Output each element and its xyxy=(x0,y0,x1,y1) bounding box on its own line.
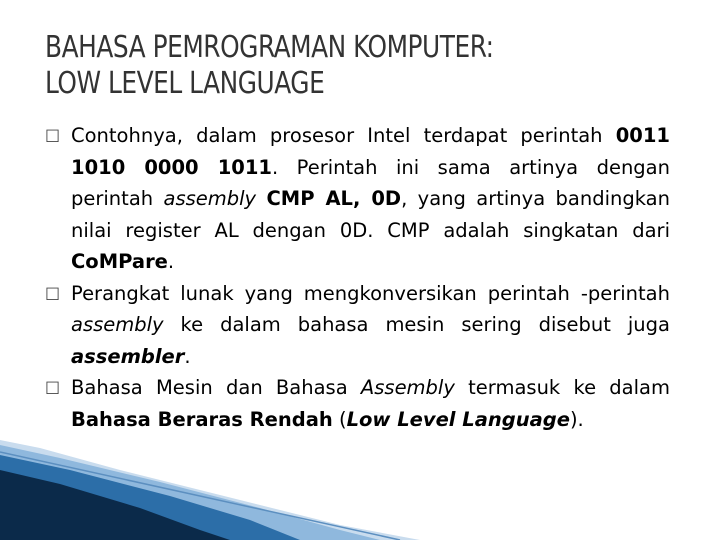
emphasis-assembly: assembly xyxy=(71,313,164,336)
bullet-box-icon: □ xyxy=(45,377,61,396)
title-line-1: BAHASA PEMROGRAMAN KOMPUTER: xyxy=(45,30,494,65)
bullet-text xyxy=(256,187,266,210)
bullet-text: . Perintah ini sama artinya dengan perintah xyxy=(71,155,670,210)
bullet-item xyxy=(45,120,670,278)
emphasis-assembler: assembler xyxy=(71,344,185,368)
bullet-text: Bahasa Mesin dan Bahasa xyxy=(71,376,361,399)
bullet-item xyxy=(45,372,670,435)
bullet-text: Contohnya, dalam prosesor Intel terdapat perintah xyxy=(71,124,616,147)
bullet-text: ). xyxy=(569,407,584,431)
emphasis-low-level-language: Low Level Language xyxy=(346,407,570,431)
emphasis-low-level: Bahasa Beraras Rendah xyxy=(71,407,333,431)
title-line-2: LOW LEVEL LANGUAGE xyxy=(45,66,325,101)
bullet-item xyxy=(45,278,670,373)
bullet-text: ke dalam bahasa mesin sering disebut juga xyxy=(163,313,670,336)
bullet-text: ( xyxy=(332,407,347,431)
bullet-list xyxy=(45,120,670,435)
bullet-box-icon: □ xyxy=(45,282,61,302)
compare-abbr-part: are xyxy=(131,250,168,273)
emphasis-assembly: assembly xyxy=(163,187,257,210)
compare-abbr-part: MP xyxy=(98,250,132,273)
emphasis-assembly: Assembly xyxy=(360,376,455,399)
binary-instruction: 0011 1010 0000 1011 xyxy=(71,124,670,179)
bullet-box-icon: □ xyxy=(45,125,61,144)
bullet-text: Perangkat lunak yang mengkonversikan perintah -perintah xyxy=(71,281,670,305)
bullet-text: , yang artinya bandingkan nilai register AL dengan 0D. CMP adalah singkatan dari xyxy=(71,187,670,242)
bullet-text: . xyxy=(167,250,175,273)
decorative-swoosh xyxy=(0,440,720,540)
compare-abbr-part: Co xyxy=(71,250,99,273)
assembly-instruction: CMP AL, 0D xyxy=(266,187,402,210)
bullet-text: . xyxy=(184,344,191,368)
slide-title xyxy=(45,30,634,102)
bullet-text: termasuk ke dalam xyxy=(454,376,670,399)
